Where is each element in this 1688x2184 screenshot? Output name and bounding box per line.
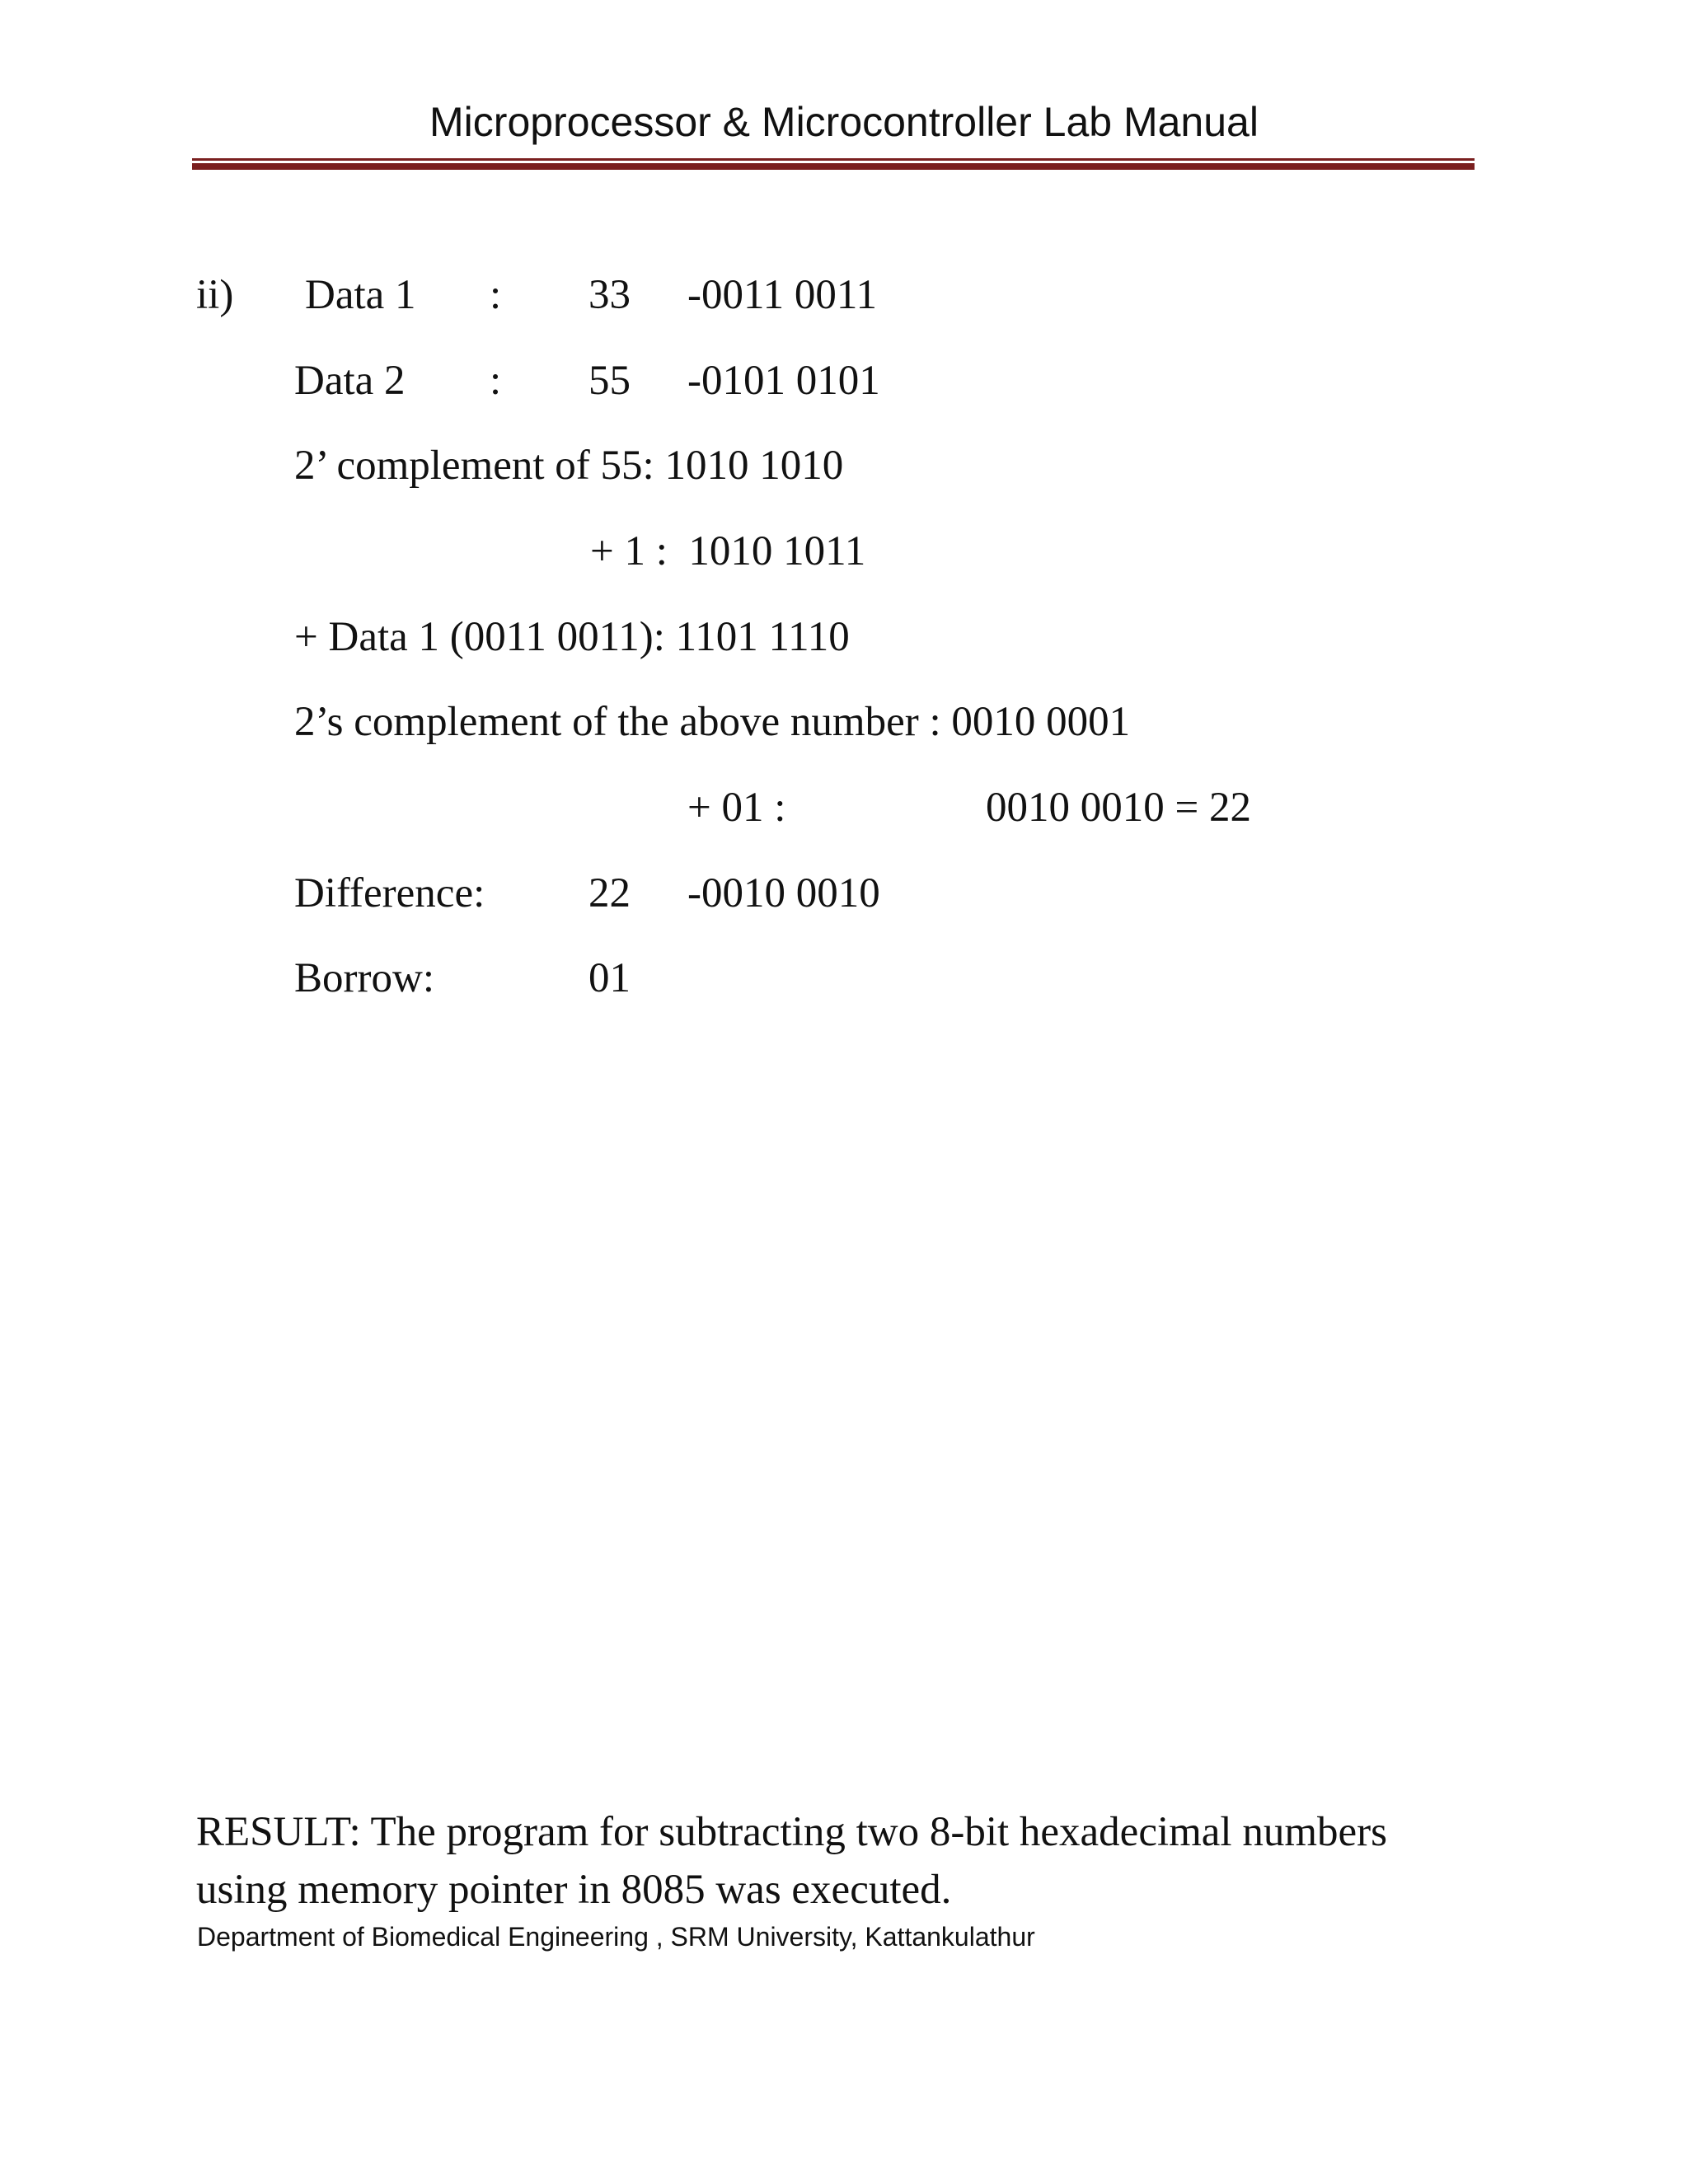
borrow-value: 01 — [588, 955, 631, 1001]
plus-01-value: 0010 0010 = 22 — [986, 785, 1252, 831]
header-rule-thin — [192, 158, 1475, 161]
data1-label: Data 1 — [305, 272, 416, 318]
data2-colon: : — [490, 358, 502, 404]
data2-label: Data 2 — [294, 358, 406, 404]
difference-label: Difference: — [294, 870, 485, 916]
data2-binary: -0101 0101 — [687, 358, 880, 404]
borrow-label: Borrow: — [294, 955, 434, 1001]
plus-01-label: + 01 : — [687, 785, 786, 831]
result-paragraph: RESULT: The program for subtracting two 8-bit hexadecimal numbers using memory pointer in 8085 was executed. — [196, 1809, 1387, 1913]
page-footer: Department of Biomedical Engineering , SRM University, Kattankulathur — [197, 1922, 1035, 1952]
add-data1-line: + Data 1 (0011 0011): 1101 1110 — [294, 614, 850, 660]
data1-colon: : — [490, 272, 502, 318]
data1-hex: 33 — [588, 272, 631, 318]
header-rule-thick — [192, 163, 1475, 170]
plus-one-line: + 1 : 1010 1011 — [590, 528, 866, 574]
complement-line: 2’ complement of 55: 1010 1010 — [294, 443, 844, 489]
difference-hex: 22 — [588, 870, 631, 916]
section-label: ii) — [196, 272, 234, 318]
data1-binary: -0011 0011 — [687, 272, 877, 318]
data2-hex: 55 — [588, 358, 631, 404]
difference-binary: -0010 0010 — [687, 870, 880, 916]
page-header-title: Microprocessor & Microcontroller Lab Manual — [429, 99, 1259, 145]
twos-complement-line: 2’s complement of the above number : 0010 0001 — [294, 699, 1131, 745]
